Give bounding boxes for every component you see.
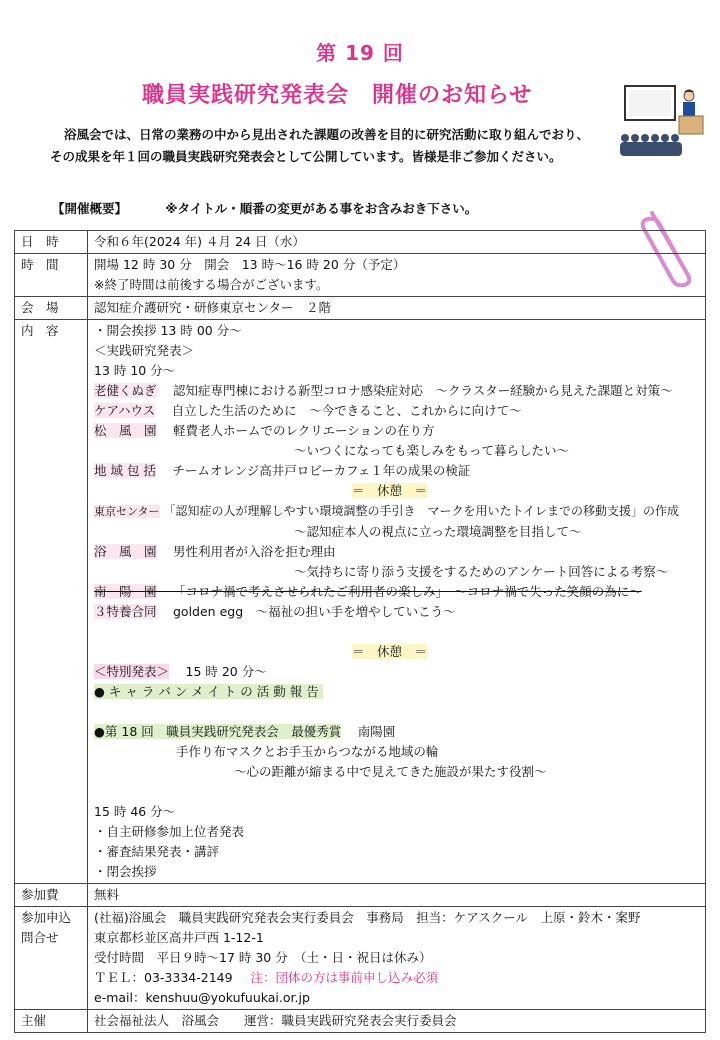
venue-value: 認知症介護研究・研修東京センター ２階 (88, 297, 706, 320)
time-note: ※終了時間は前後する場合がございます。 (94, 277, 329, 292)
presentation-title: golden egg ～福祉の担い手を増やしていこう～ (173, 604, 456, 619)
presentation-subtitle: ～気持ちに寄り添う支援をするためのアンケート回答による考察～ (294, 564, 669, 579)
contact-address: 東京都杉並区高井戸西 1-12-1 (94, 930, 264, 945)
special-label: ＜特別発表＞ (94, 664, 170, 679)
special-time: 15 時 20 分～ (185, 664, 267, 679)
group-note: 注：団体の方は事前申し込み必須 (250, 970, 439, 985)
venue-label: 会 場 (15, 297, 88, 320)
closing-item: ・閉会挨拶 (94, 864, 157, 879)
caravan-report: ●キャラバンメイトの活動報告 (94, 684, 323, 699)
overview-label: 【開催概要】 (52, 201, 128, 216)
date-label: 日 時 (15, 231, 88, 254)
overview-line (52, 199, 477, 217)
fee-value: 無料 (88, 884, 706, 907)
presenter-org: 南 陽 園 (94, 584, 157, 599)
presentation-item (94, 381, 699, 401)
presentation-subtitle: ～いつくになっても楽しみをもって暮らしたい～ (294, 443, 570, 458)
award-subtitle: ～心の距離が縮まる中で見えてきた施設が果たす役割～ (234, 764, 547, 779)
date-value: 令和６年(2024 年) ４月 24 日（水） (88, 231, 706, 254)
presenter-org: ケアハウス (94, 403, 156, 418)
presentation-title: 軽費老人ホームでのレクリエーションの在り方 (173, 423, 435, 438)
intro-text (50, 124, 670, 168)
row-content (15, 320, 706, 884)
presenter-org: 東京センター (94, 505, 160, 518)
presenter-org: 松 風 園 (94, 423, 157, 438)
host-value: 社会福祉法人 浴風会 運営：職員実践研究発表会実行委員会 (88, 1010, 706, 1033)
break-label: ＝ 休憩 ＝ (352, 644, 428, 659)
time-label: 時 間 (15, 254, 88, 297)
page-title: 職員実践研究発表会 開催のお知らせ (142, 83, 533, 108)
section-practice: ＜実践研究発表＞ (94, 343, 195, 358)
intro-line-2: その成果を年１回の職員実践研究発表会として公開しています。皆様是非ご参加ください。 (50, 149, 562, 164)
contact-tel[interactable]: ＴＥＬ：03-3334-2149 (94, 970, 233, 985)
row-venue (15, 297, 706, 320)
closing-item: ・自主研修参加上位者発表 (94, 824, 245, 839)
special-section (94, 662, 699, 682)
intro-line-1: 浴風会では、日常の業務の中から見出された課題の改善を目的に研究活動に取り組んでおり、 (64, 127, 590, 142)
presentation-title: 男性利用者が入浴を拒む理由 (173, 544, 336, 559)
presentation-item (94, 501, 699, 522)
presentation-title: チームオレンジ高井戸ロビーカフェ１年の成果の検証 (172, 463, 471, 478)
event-info-table (14, 230, 706, 1033)
opening-greeting: ・開会挨拶 13 時 00 分～ (94, 323, 242, 338)
contact-hours: 受付時間 平日９時～17 時 30 分 （土・日・祝日は休み） (94, 950, 432, 965)
presenter-org: 老健くぬぎ (94, 383, 157, 398)
presentation-subtitle: ～認知症本人の視点に立った環境調整を目指して～ (294, 524, 582, 539)
award-item (94, 722, 699, 742)
overview-note: ※タイトル・順番の変更がある事をお含みおき下さい。 (165, 201, 478, 216)
presentation-item (94, 542, 699, 562)
contact-label-1: 参加申込 (21, 910, 72, 925)
presenter-org: 浴 風 園 (94, 544, 157, 559)
time-1310: 13 時 10 分～ (94, 363, 176, 378)
presentation-item (94, 582, 699, 602)
break-label: ＝ 休憩 ＝ (352, 483, 428, 498)
time-value: 開場 12 時 30 分 開会 13 時～16 時 20 分（予定） (94, 257, 406, 272)
award-label: ●第 18 回 職員実践研究発表会 最優秀賞 (94, 724, 342, 739)
fee-label: 参加費 (15, 884, 88, 907)
presentation-item (94, 421, 699, 441)
caravan-row (94, 682, 699, 702)
presentation-title: 認知症専門棟における新型コロナ感染症対応 ～クラスター経験から見えた課題と対策～ (173, 383, 673, 398)
title-line-1: 第 19 回 (316, 41, 404, 65)
contact-tel-row (94, 968, 699, 988)
presentation-item (94, 602, 699, 622)
presentation-title: 自立した生活のために ～今できること、これからに向けて～ (171, 403, 522, 418)
presentation-title: 「認知症の人が理解しやすい環境調整の手引き マークを用いたトイレまでの移動支援」の作成 (163, 504, 679, 518)
presentation-title: 「コロナ禍で考えさせられたご利用者の楽しみ」 ～コロナ禍で失った笑顔の為に～ (173, 584, 642, 599)
row-host (15, 1010, 706, 1033)
break-row (94, 642, 699, 662)
presenter-org: 地 域 包 括 (94, 463, 156, 478)
presenter-org: ３特養合同 (94, 604, 157, 619)
break-row (94, 481, 699, 501)
award-title: 手作り布マスクとお手玉からつながる地域の輪 (176, 744, 439, 759)
award-org: 南陽園 (357, 724, 396, 739)
contact-email[interactable]: e-mail：kenshuu@yokufuukai.or.jp (94, 990, 310, 1005)
contact-label-2: 問合せ (21, 930, 59, 945)
row-contact (15, 907, 706, 1010)
row-date (15, 231, 706, 254)
program (88, 320, 706, 884)
contact-organizer: (社福)浴風会 職員実践研究発表会実行委員会 事務局 担当：ケアスクール 上原・鈴木・案野 (94, 910, 641, 925)
time-1546: 15 時 46 分～ (94, 804, 176, 819)
content-label: 内 容 (15, 320, 88, 884)
row-time (15, 254, 706, 297)
host-label: 主催 (15, 1010, 88, 1033)
row-fee (15, 884, 706, 907)
closing-item: ・審査結果発表・講評 (94, 844, 220, 859)
presentation-item (94, 461, 699, 481)
presentation-item (94, 401, 699, 421)
